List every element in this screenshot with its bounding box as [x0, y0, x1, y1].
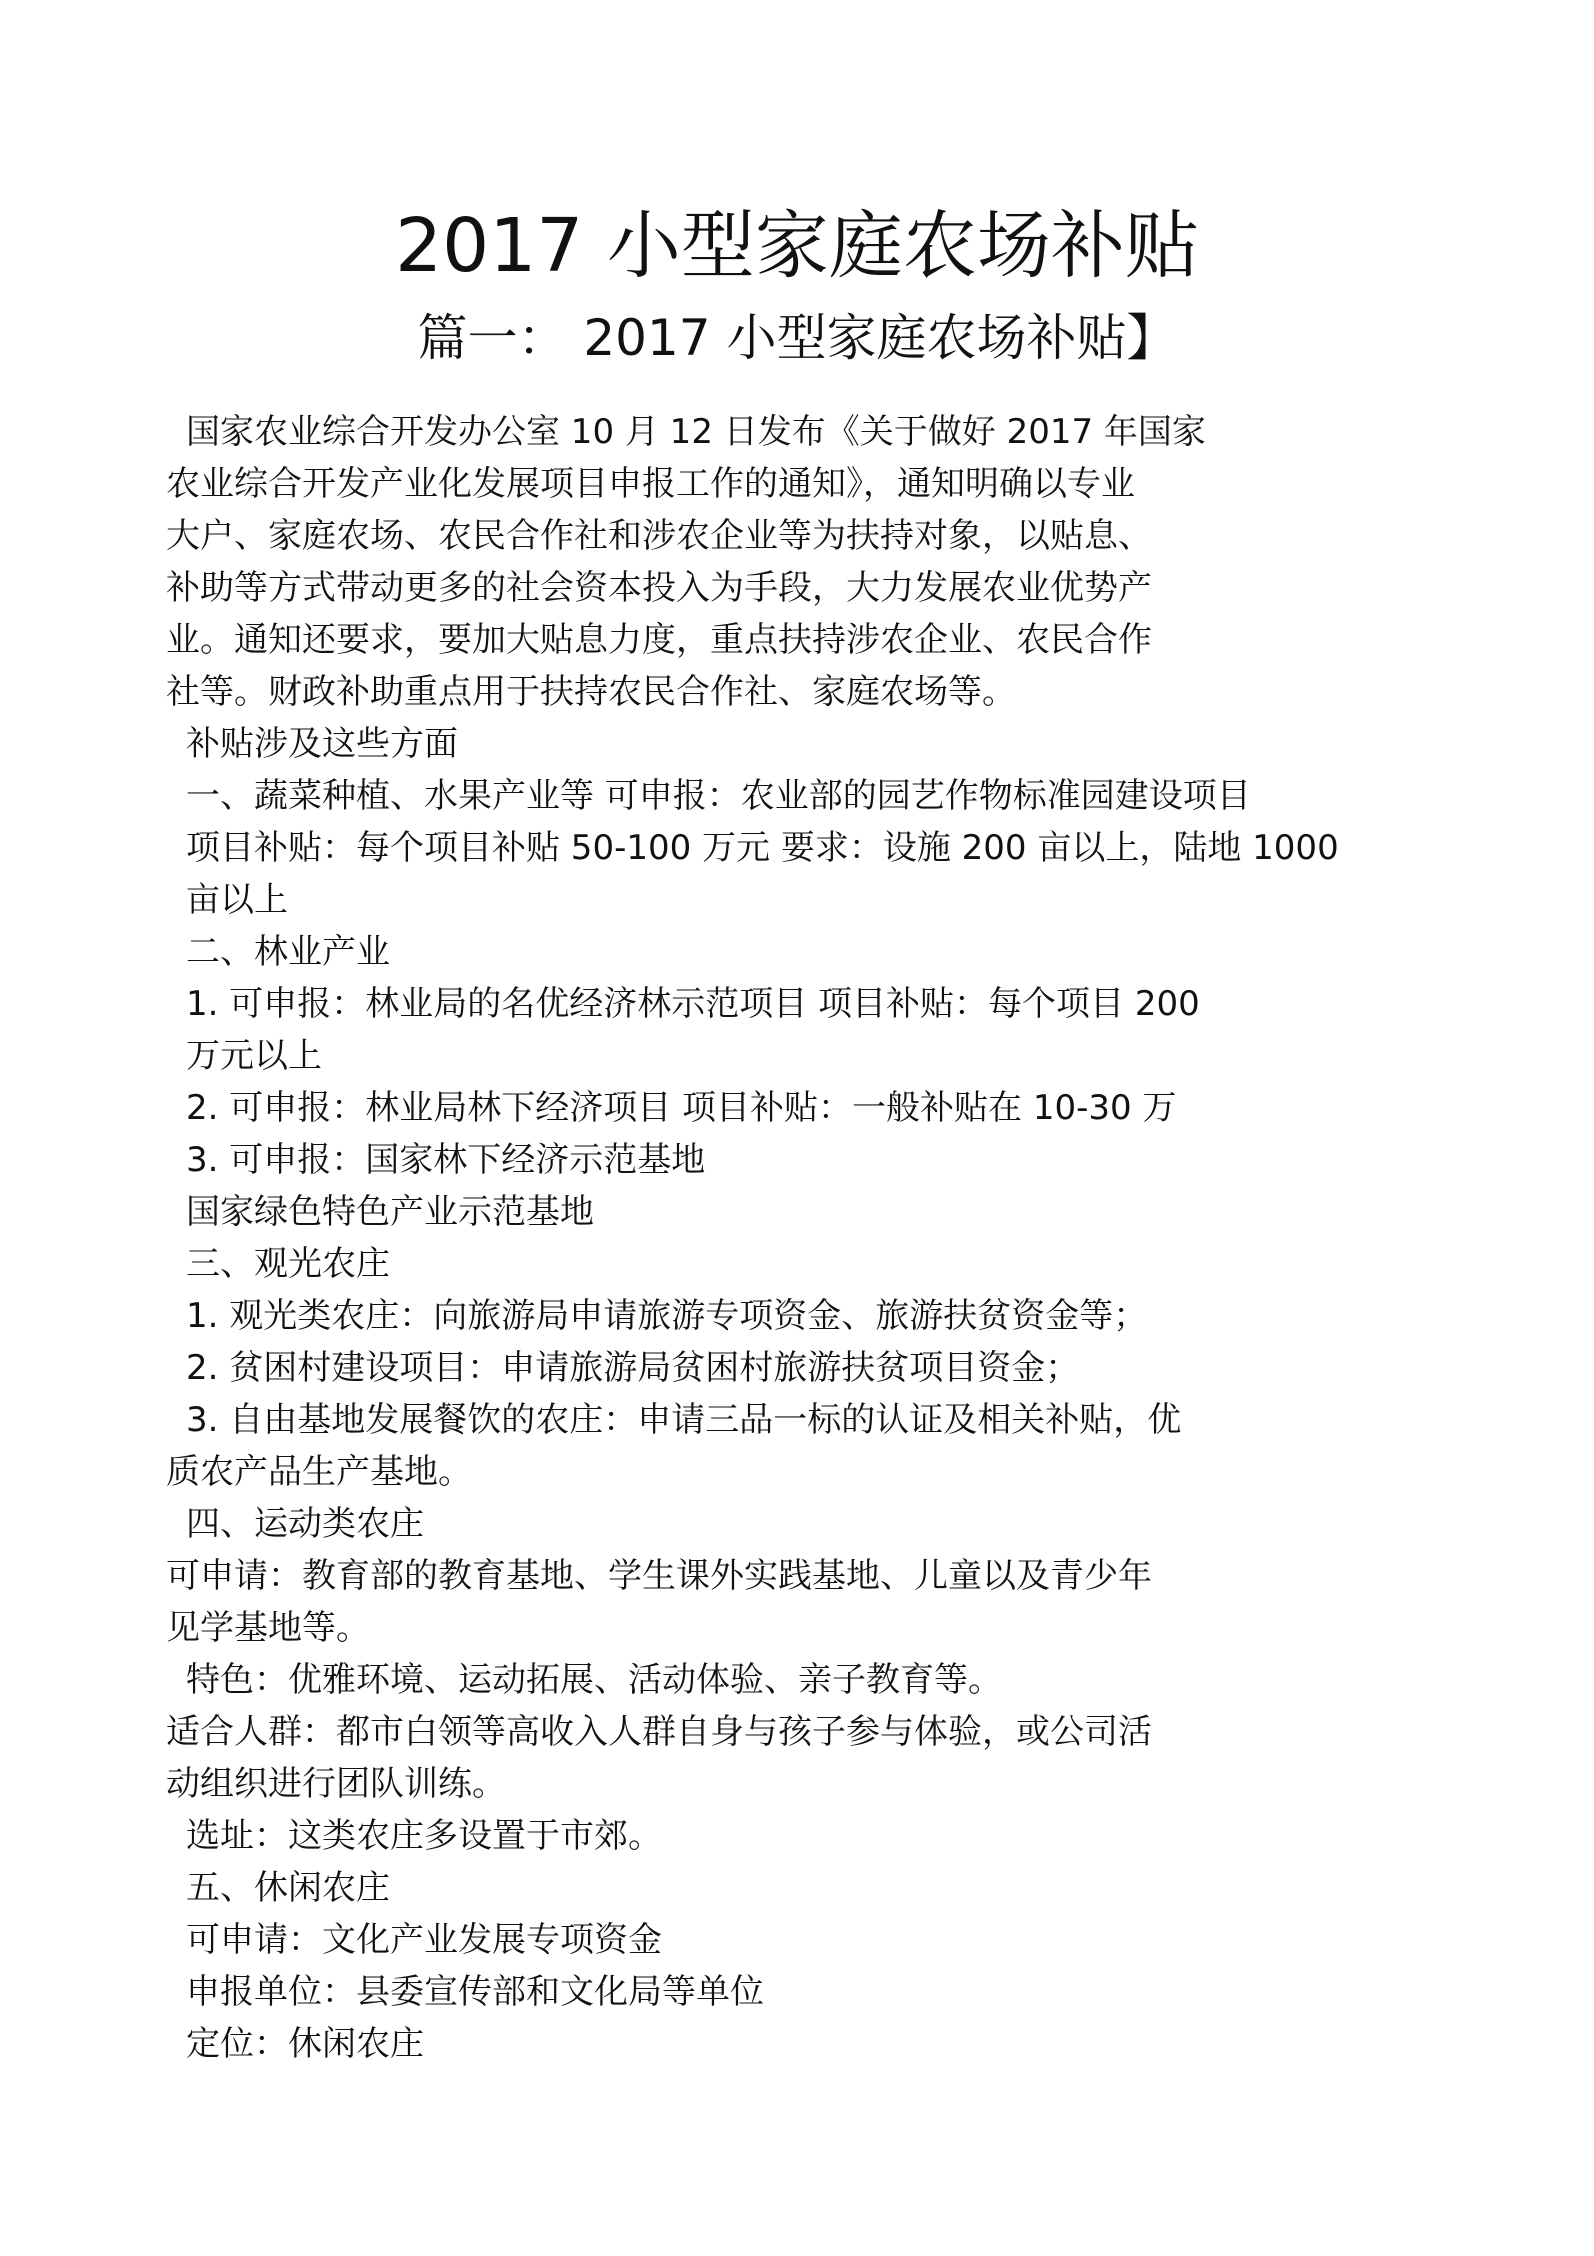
- body-line-19: 2. 贫困村建设项目：申请旅游局贫困村旅游扶贫项目资金；: [186, 1348, 1080, 1388]
- document-title: 2017 小型家庭农场补贴: [395, 203, 1199, 289]
- body-line-15: 3. 可申报：国家林下经济示范基地: [186, 1140, 706, 1180]
- body-line-5: 业。通知还要求，要加大贴息力度，重点扶持涉农企业、农民合作: [166, 620, 1152, 660]
- body-line-32: 定位：休闲农庄: [186, 2024, 424, 2064]
- section-heading-1: 一、蔬菜种植、水果产业等 可申报：农业部的园艺作物标准园建设项目: [186, 776, 1251, 816]
- body-line-18: 1. 观光类农庄：向旅游局申请旅游专项资金、旅游扶贫资金等；: [186, 1296, 1148, 1336]
- document-subtitle: 篇一： 2017 小型家庭农场补贴】: [417, 309, 1177, 367]
- body-line-1: 国家农业综合开发办公室 10 月 12 日发布《关于做好 2017 年国家: [186, 412, 1206, 452]
- body-line-25: 特色：优雅环境、运动拓展、活动体验、亲子教育等。: [186, 1660, 1002, 1700]
- body-line-10: 亩以上: [186, 880, 288, 920]
- body-line-30: 可申请：文化产业发展专项资金: [186, 1920, 662, 1960]
- body-line-2: 农业综合开发产业化发展项目申报工作的通知》，通知明确以专业: [166, 464, 1135, 504]
- body-line-26: 适合人群：都市白领等高收入人群自身与孩子参与体验，或公司活: [166, 1712, 1152, 1752]
- body-line-20: 3. 自由基地发展餐饮的农庄：申请三品一标的认证及相关补贴，优: [186, 1400, 1182, 1440]
- body-line-23: 可申请：教育部的教育基地、学生课外实践基地、儿童以及青少年: [166, 1556, 1152, 1596]
- body-line-3: 大户、家庭农场、农民合作社和涉农企业等为扶持对象，以贴息、: [166, 516, 1152, 556]
- body-line-12: 1. 可申报：林业局的名优经济林示范项目 项目补贴：每个项目 200: [186, 984, 1200, 1024]
- body-line-4: 补助等方式带动更多的社会资本投入为手段，大力发展农业优势产: [166, 568, 1152, 608]
- section-heading-5: 五、休闲农庄: [186, 1868, 390, 1908]
- body-line-9: 项目补贴：每个项目补贴 50-100 万元 要求：设施 200 亩以上，陆地 1000: [186, 828, 1339, 868]
- body-line-27: 动组织进行团队训练。: [166, 1764, 506, 1804]
- body-line-14: 2. 可申报：林业局林下经济项目 项目补贴：一般补贴在 10-30 万: [186, 1088, 1177, 1128]
- body-line-13: 万元以上: [186, 1036, 322, 1076]
- section-intro: 补贴涉及这些方面: [186, 724, 458, 764]
- body-line-21: 质农产品生产基地。: [166, 1452, 472, 1492]
- section-heading-2: 二、林业产业: [186, 932, 390, 972]
- section-heading-3: 三、观光农庄: [186, 1244, 390, 1284]
- body-line-24: 见学基地等。: [166, 1608, 370, 1648]
- section-heading-4: 四、运动类农庄: [186, 1504, 424, 1544]
- body-line-16: 国家绿色特色产业示范基地: [186, 1192, 594, 1232]
- body-line-31: 申报单位：县委宣传部和文化局等单位: [186, 1972, 764, 2012]
- body-line-6: 社等。财政补助重点用于扶持农民合作社、家庭农场等。: [166, 672, 1016, 712]
- body-line-28: 选址：这类农庄多设置于市郊。: [186, 1816, 662, 1856]
